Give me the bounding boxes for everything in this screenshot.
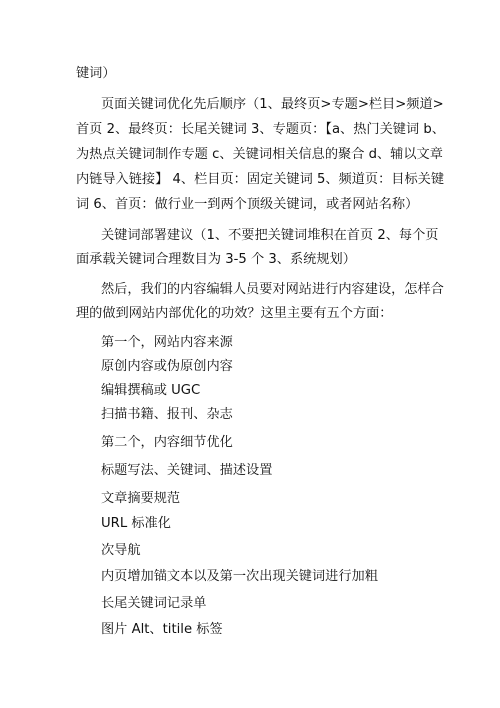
text-line: 然后，我们的内容编辑人员要对网站进行内容建设，怎样合: [101, 282, 444, 297]
list-item: 图片 Alt、titile 标签: [101, 622, 223, 637]
text-line: 首页 2、最终页：长尾关键词 3、专题页：【a、热门关键词 b、: [76, 122, 445, 137]
list-item: URL 标准化: [101, 516, 171, 531]
list-item: 第一个，网站内容来源: [101, 335, 233, 350]
list-item: 长尾关键词记录单: [101, 596, 207, 611]
list-item: 第二个，内容细节优化: [101, 435, 233, 450]
text-line: 面承载关键词合理数目为 3-5 个 3、系统规划）: [76, 252, 356, 267]
list-item: 内页增加锚文本以及第一次出现关键词进行加粗: [101, 569, 378, 584]
text-line: 键词）: [76, 66, 116, 81]
text-line: 词 6、首页：做行业一到两个顶级关键词，或者网站名称）: [76, 197, 419, 212]
text-line: 为热点关键词制作专题 c、关键词相关信息的聚合 d、辅以文章: [76, 147, 443, 162]
list-item: 文章摘要规范: [101, 491, 181, 506]
list-item: 扫描书籍、报刊、杂志: [101, 407, 233, 422]
text-line: 页面关键词优化先后顺序（1、最终页>专题>栏目>频道>: [101, 97, 444, 112]
list-item: 标题写法、关键词、描述设置: [101, 463, 273, 478]
text-line: 关键词部署建议（1、不要把关键词堆积在首页 2、每个页: [101, 228, 439, 243]
text-line: 理的做到网站内部优化的功效？这里主要有五个方面：: [76, 306, 393, 321]
list-item: 编辑撰稿或 UGC: [101, 383, 201, 398]
text-line: 内链导入链接】 4、栏目页：固定关键词 5、频道页：目标关键: [76, 172, 445, 187]
list-item: 次导航: [101, 543, 141, 558]
list-item: 原创内容或伪原创内容: [101, 359, 233, 374]
